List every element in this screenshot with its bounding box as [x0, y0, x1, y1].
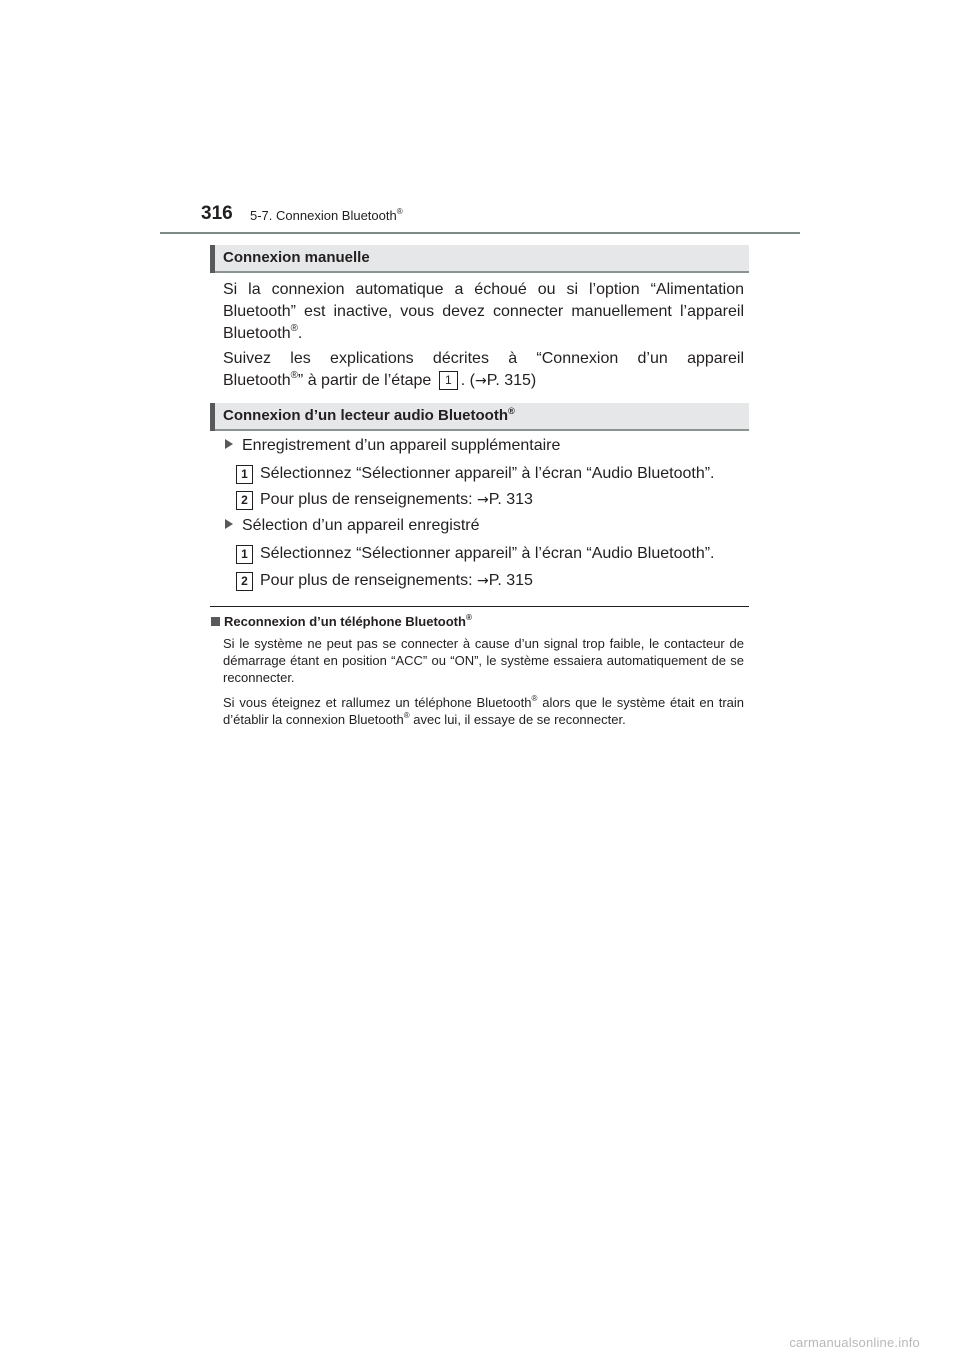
watermark: carmanualsonline.info [789, 1335, 920, 1350]
manual-para2-bt: Bluetooth [223, 372, 291, 389]
registered-mark: ® [290, 370, 298, 382]
section-heading-bar [210, 403, 215, 431]
section-heading-bar [210, 245, 215, 273]
page-number: 316 [201, 203, 233, 224]
square-bullet-icon [211, 617, 220, 626]
note-para2-b: alors que le système était en train d’établir la connexion Bluetooth [223, 695, 744, 727]
manual-para1-line1: Si la connexion automatique a échoué ou si l’option “Alimentation [223, 281, 744, 298]
registered-mark: ® [403, 711, 410, 721]
step-number-box: 1 [439, 371, 458, 390]
manual-para1-line3 [223, 323, 744, 345]
section-heading-text [223, 407, 515, 424]
step-text: Sélectionnez “Sélectionner appareil” à l’écran “Audio Bluetooth”. [260, 465, 715, 482]
step-text: Sélectionnez “Sélectionner appareil” à l’écran “Audio Bluetooth”. [260, 545, 715, 562]
note-para2-a: Si vous éteignez et rallumez un téléphone Bluetooth [223, 695, 532, 710]
manual-para1-end: Bluetooth [223, 325, 291, 342]
manual-para1-suffix: . [297, 325, 303, 342]
step-text [260, 572, 533, 590]
step-number-box: 2 [236, 572, 253, 591]
manual-para2-text: ” à partir de l’étape [297, 372, 432, 389]
registered-mark: ® [508, 405, 515, 416]
manual-para2-line1: Suivez les explications décrites à “Connexion d’un appareil [223, 350, 744, 367]
arrow-right-icon: → [477, 492, 489, 508]
registered-mark: ® [290, 323, 298, 335]
registered-mark: ® [465, 613, 472, 623]
chapter-title-text: 5-7. Connexion Bluetooth [250, 208, 397, 223]
header-rule [160, 232, 800, 234]
step-text-body: Pour plus de renseignements: [260, 572, 478, 589]
registered-mark: ® [531, 694, 538, 704]
subsection-heading [225, 517, 479, 535]
step-number-box: 1 [236, 465, 253, 484]
step-text-body: Pour plus de renseignements: [260, 491, 478, 508]
step-number-box: 2 [236, 491, 253, 510]
triangle-bullet-icon [225, 439, 233, 449]
page-reference-link[interactable]: P. 315) [486, 372, 537, 389]
manual-para2-paren: . ( [460, 372, 475, 389]
step-text [260, 491, 533, 509]
arrow-right-icon: → [477, 573, 489, 589]
step-number-box: 1 [236, 545, 253, 564]
registered-mark: ® [396, 207, 403, 217]
chapter-title [250, 208, 403, 223]
page-reference-link[interactable]: P. 315 [488, 572, 533, 589]
step-item [236, 465, 746, 485]
manual-para2-line2 [223, 370, 744, 392]
subsection-heading [225, 437, 560, 455]
note-divider [210, 606, 749, 607]
subsection-heading-text: Enregistrement d’un appareil supplémentaire [242, 437, 561, 454]
step-item [236, 491, 746, 511]
manual-para1-line2: Bluetooth” est inactive, vous devez connecter manuellement l’appareil [223, 303, 744, 320]
section-heading-audio-text: Connexion d’un lecteur audio Bluetooth [223, 407, 508, 424]
subsection-heading-text: Sélection d’un appareil enregistré [242, 517, 480, 534]
section-heading-manual [210, 245, 749, 273]
section-heading-text: Connexion manuelle [223, 249, 370, 266]
section-heading-audio [210, 403, 749, 431]
note-para2-c: avec lui, il essaye de se reconnecter. [409, 712, 626, 727]
manual-paragraph-2 [223, 348, 744, 392]
page-reference-link[interactable]: P. 313 [488, 491, 533, 508]
manual-paragraph-1 [223, 279, 744, 345]
arrow-right-icon: → [475, 373, 487, 389]
note-paragraph-1: Si le système ne peut pas se connecter à cause d’un signal trop faible, le contacteur de démarrage étant en position “ACC” ou “ON”, le système essaiera automatiquement de se reconnecter. [223, 636, 744, 685]
note-heading [211, 614, 472, 629]
step-item [236, 545, 746, 565]
step-item [236, 572, 746, 592]
note-paragraph-2 [223, 694, 744, 728]
note-heading-text: Reconnexion d’un téléphone Bluetooth [224, 614, 466, 629]
triangle-bullet-icon [225, 519, 233, 529]
